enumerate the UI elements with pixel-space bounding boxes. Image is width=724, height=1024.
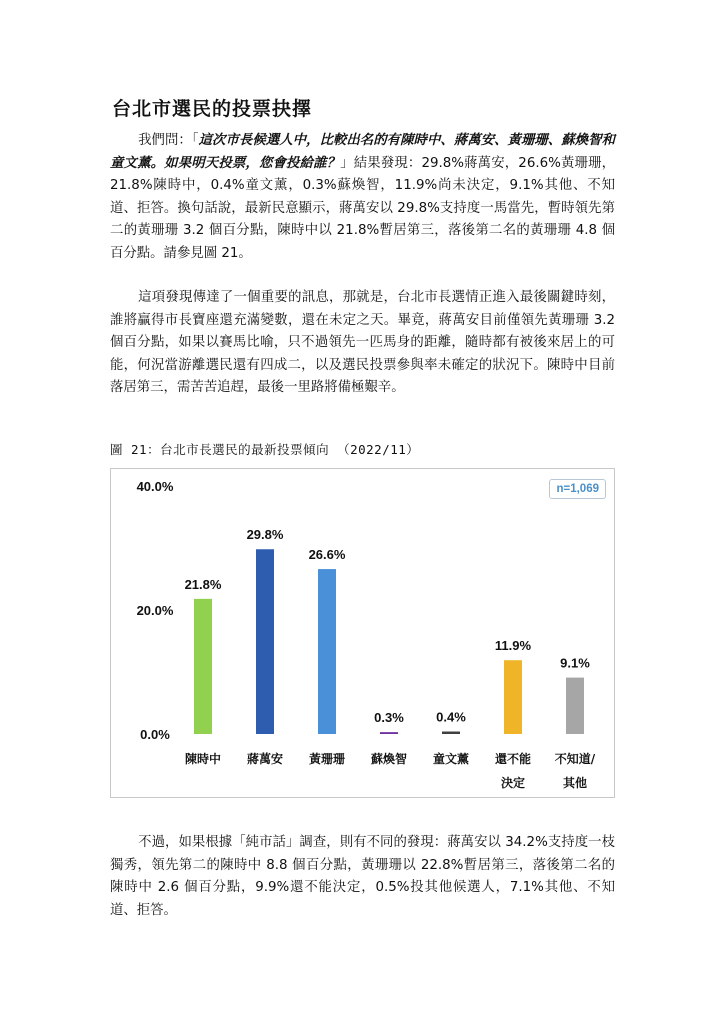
bar: [256, 549, 274, 734]
results-text: 29.8%蔣萬安，26.6%黃珊珊，21.8%陳時中，0.4%童文薰，0.3%蘇煥智，11.9%尚未決定，9.1%其他、不知道、拒答。換句話說，最新民意顯示，蔣萬安以 29.8%支持度一馬當先，暫時領先第二的黃珊珊 3.2 個百分點，陳時中以 21.8%暫居第三，落後第二名的黃珊珊 4.8 個百分點。請參見圖 21。: [110, 155, 616, 261]
x-tick-label: 蔣萬安: [246, 752, 284, 766]
bar: [194, 599, 212, 734]
section-title: 台北市選民的投票抉擇: [112, 98, 313, 120]
data-label: 11.9%: [494, 638, 532, 654]
x-tick-label: 不知道/: [554, 752, 596, 766]
y-tick-label: 20.0%: [136, 603, 174, 618]
x-tick-label: 蘇煥智: [370, 752, 408, 766]
x-tick-label: 陳時中: [184, 752, 222, 766]
x-tick-label: 黃珊珊: [308, 752, 346, 766]
data-label: 0.3%: [374, 710, 404, 726]
y-tick-label: 0.0%: [140, 727, 170, 742]
paragraph-analysis: 這項發現傳達了一個重要的訊息，那就是，台北市長選情正進入最後關鍵時刻，誰將贏得市長寶座還充滿變數，還在未定之天。畢竟，蔣萬安目前僅領先黃珊珊 3.2 個百分點，如果以賽馬比喻，只不過領先一匹馬身的距離，隨時都有被後來居上的可能，何況當游離選民還有四成二，以及選民投票參與率未確定的狀況下。陳時中目前落居第三，需苦苦追趕，最後一里路將備極艱辛。: [110, 290, 615, 395]
data-label: 29.8%: [246, 527, 284, 543]
data-label: 9.1%: [560, 655, 590, 671]
bar: [442, 732, 460, 734]
question-lead: 我們問：「: [138, 133, 199, 148]
bar: [380, 732, 398, 734]
bar-chart: [110, 468, 615, 798]
x-tick-label: 決定: [500, 776, 526, 790]
x-tick-label: 還不能: [494, 752, 532, 766]
question-close: 」結果發現：: [340, 155, 422, 171]
data-label: 26.6%: [308, 547, 346, 563]
data-label: 0.4%: [436, 709, 466, 725]
survey-question: 這次市長候選人中，比較出名的有陳時中、蔣萬安、黃珊珊、蘇煥智和童文薰。如果明天投票，您會投給誰？: [110, 133, 615, 171]
y-tick-label: 40.0%: [136, 479, 174, 494]
bar: [318, 569, 336, 734]
x-tick-label: 其他: [562, 776, 588, 790]
figure-caption: 圖 21：台北市長選民的最新投票傾向 （2022/11）: [110, 442, 420, 457]
bar: [504, 660, 522, 734]
paragraph-question-results: [110, 130, 615, 265]
x-tick-label: 童文薰: [432, 752, 470, 766]
chart-canvas: [111, 469, 616, 799]
bar: [566, 678, 584, 734]
paragraph-landline: 不過，如果根據「純市話」調查，則有不同的發現：蔣萬安以 34.2%支持度一枝獨秀，領先第二的陳時中 8.8 個百分點，黃珊珊以 22.8%暫居第三，落後第二名的陳時中 2.6 個百分點，9.9%還不能決定，0.5%投其他候選人，7.1%其他、不知道、拒答。: [110, 835, 615, 918]
sample-size-badge: n=1,069: [549, 479, 606, 499]
data-label: 21.8%: [184, 576, 222, 592]
